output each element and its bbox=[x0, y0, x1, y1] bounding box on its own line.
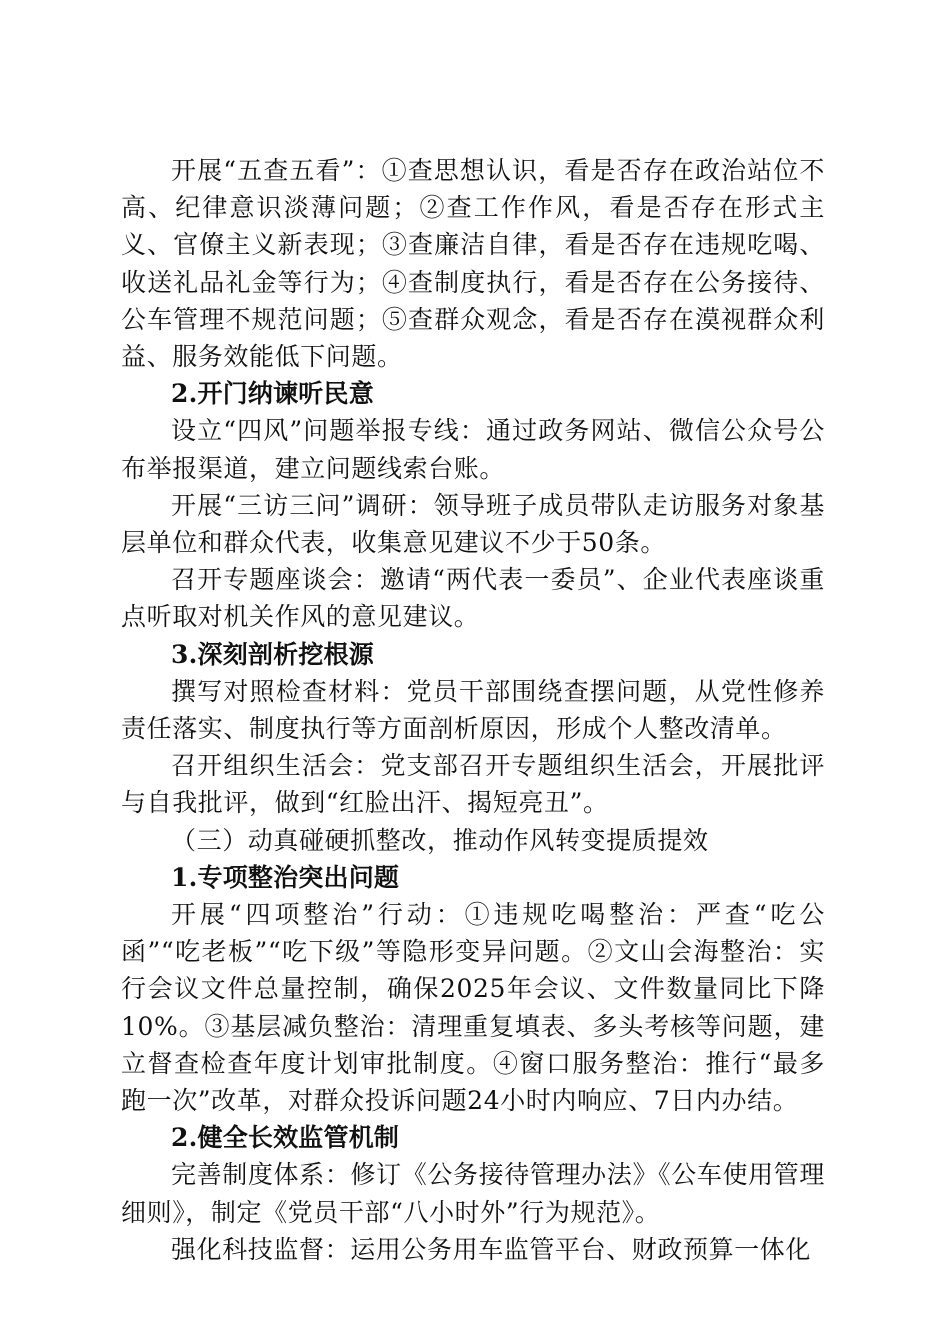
body-paragraph-hotline: 设立“四风”问题举报专线：通过政务网站、微信公众号公布举报渠道，建立问题线索台账。 bbox=[121, 416, 825, 483]
body-paragraph-self-check: 撰写对照检查材料：党员干部围绕查摆问题，从党性修养责任落实、制度执行等方面剖析原因，形成个人整改清单。 bbox=[121, 676, 825, 744]
section-heading-supervision: 2.健全长效监管机制 bbox=[171, 1123, 400, 1153]
body-paragraph-symposium: 召开专题座谈会：邀请“两代表一委员”、企业代表座谈重点听取对机关作风的意见建议。 bbox=[121, 565, 825, 632]
document-body bbox=[121, 152, 825, 1268]
section-heading-open-door: 2.开门纳谏听民意 bbox=[171, 379, 374, 409]
body-paragraph-five-checks: 开展“五查五看”：①查思想认识，看是否存在政治站位不高、纪律意识淡薄问题；②查工作作风，看是否存在形式主义、官僚主义新表现；③查廉洁自律，看是否存在违规吃喝、收送礼品礼金等行为；④查制度执行，看是否存在公务接待、公车管理不规范问题；⑤查群众观念，看是否存在漠视群众利益、服务效能低下问题。 bbox=[121, 156, 825, 372]
section-heading-special-rectification: 1.专项整治突出问题 bbox=[171, 862, 400, 892]
section-heading-analysis: 3.深刻剖析挖根源 bbox=[171, 639, 374, 669]
body-paragraph-four-rectifications: 开展“四项整治”行动：①违规吃喝整治：严查“吃公函”“吃老板”“吃下级”等隐形变异问题。②文山会海整治：实行会议文件总量控制，确保2025年会议、文件数量同比下降10%。③基层减负整治：清理重复填表、多头考核等问题，建立督查检查年度计划审批制度。④窗口服务整治：推行“最多跑一次”改革，对群众投诉问题24小时内响应、7日内办结。 bbox=[121, 900, 825, 1116]
subsection-title-rectification: （三）动真碰硬抓整改，推动作风转变提质提效 bbox=[171, 825, 709, 855]
body-paragraph-regulations: 完善制度体系：修订《公务接待管理办法》《公车使用管理细则》，制定《党员干部“八小时外”行为规范》。 bbox=[121, 1160, 825, 1227]
body-paragraph-survey: 开展“三访三问”调研：领导班子成员带队走访服务对象基层单位和群众代表，收集意见建议不少于50条。 bbox=[121, 490, 825, 558]
body-paragraph-tech-supervision: 强化科技监督：运用公务用车监管平台、财政预算一体化 bbox=[171, 1234, 812, 1264]
body-paragraph-meeting: 召开组织生活会：党支部召开专题组织生活会，开展批评与自我批评，做到“红脸出汗、揭短亮丑”。 bbox=[121, 751, 825, 818]
